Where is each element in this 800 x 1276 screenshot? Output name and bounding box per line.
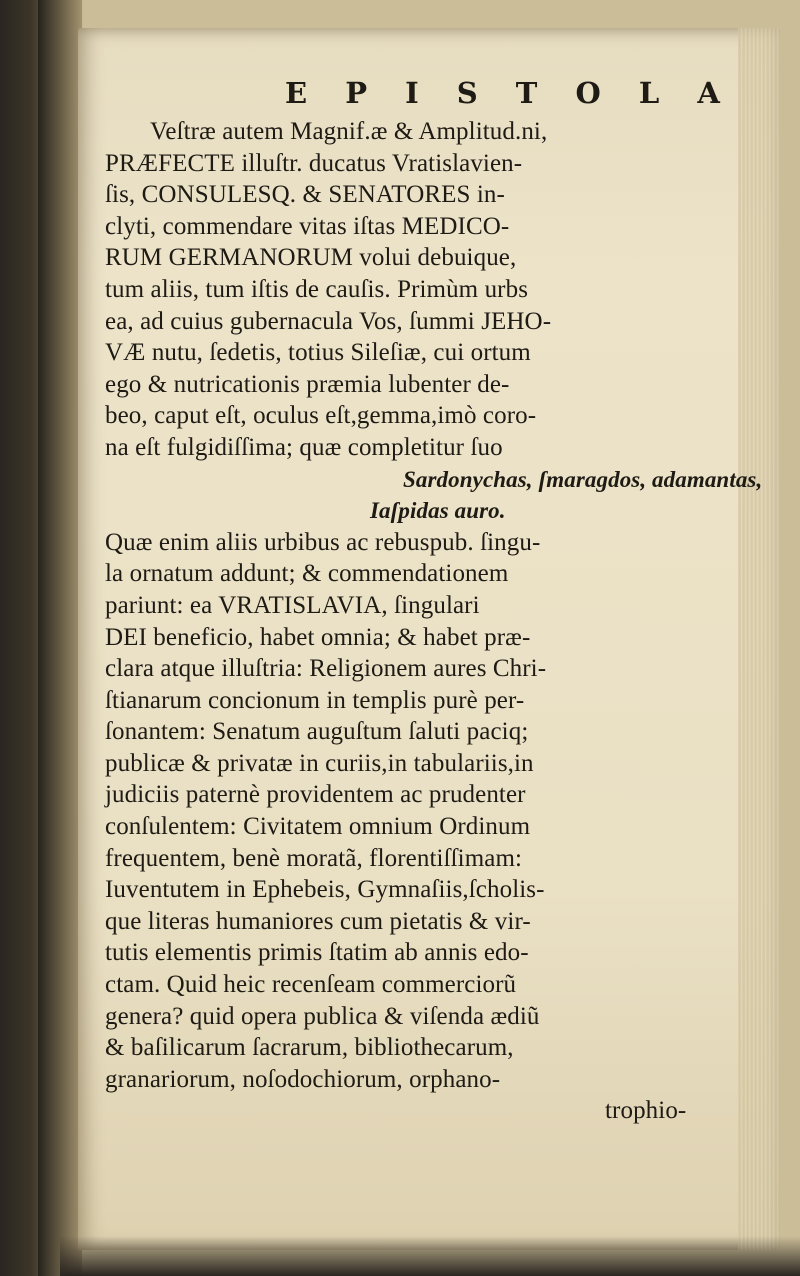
text-line: Quæ enim aliis urbibus ac rebuspub. ſingu- bbox=[105, 528, 541, 556]
text-line: ſonantem: Senatum auguſtum ſaluti paciq; bbox=[105, 718, 529, 746]
text-line: frequentem, benè moratã, florentiſſimam: bbox=[105, 844, 523, 872]
text-line-italic: Iaſpidas auro. bbox=[370, 498, 506, 524]
text-line: PRÆFECTE illuſtr. ducatus Vratislavien- bbox=[105, 149, 523, 177]
text-line: que literas humaniores cum pietatis & vir- bbox=[105, 907, 531, 935]
text-line: ea, ad cuius gubernacula Vos, ſummi JEHO- bbox=[105, 307, 552, 335]
page-heading: E P I S T O L A bbox=[285, 76, 734, 110]
text-line: VÆ nutu, ſedetis, totius Sileſiæ, cui ortum bbox=[105, 339, 531, 367]
text-line: tutis elementis primis ſtatim ab annis edo- bbox=[105, 939, 529, 967]
text-line: & baſilicarum ſacrarum, bibliothecarum, bbox=[105, 1034, 514, 1062]
page-bottom-shadow bbox=[60, 1236, 800, 1276]
text-line: conſulentem: Civitatem omnium Ordinum bbox=[105, 813, 531, 841]
text-line: genera? quid opera publica & viſenda ædiũ bbox=[105, 1002, 540, 1030]
text-line: judiciis paternè providentem ac prudenter bbox=[105, 781, 526, 809]
text-line: Iuventutem in Ephebeis, Gymnaſiis,ſcholis- bbox=[105, 876, 545, 904]
catchword: trophio- bbox=[605, 1097, 687, 1125]
page-edge-shadow bbox=[738, 28, 780, 1250]
text-line: Veſtræ autem Magnif.æ & Amplitud.ni, bbox=[150, 118, 548, 145]
book-binding bbox=[38, 0, 82, 1276]
text-line: beo, caput eſt, oculus eſt,gemma,imò coro- bbox=[105, 402, 537, 430]
text-line: clyti, commendare vitas iſtas MEDICO- bbox=[105, 212, 510, 240]
text-line: DEI beneficio, habet omnia; & habet præ- bbox=[105, 623, 531, 651]
text-line-italic: Sardonychas, ſmaragdos, adamantas, bbox=[403, 466, 763, 492]
text-line: ſtianarum concionum in templis purè per- bbox=[105, 686, 525, 714]
text-line: la ornatum addunt; & commendationem bbox=[105, 560, 509, 588]
text-line: na eſt fulgidiſſima; quæ completitur ſuo bbox=[105, 433, 503, 461]
text-line: ctam. Quid heic recenſeam commerciorũ bbox=[105, 971, 517, 999]
text-line: clara atque illuſtria: Religionem aures Chri- bbox=[105, 655, 547, 683]
text-line: tum aliis, tum iſtis de cauſis. Primùm urbs bbox=[105, 275, 529, 303]
text-line: RUM GERMANORUM volui debuique, bbox=[105, 244, 517, 272]
text-line: ego & nutricationis præmia lubenter de- bbox=[105, 370, 510, 398]
page-text bbox=[105, 76, 763, 1127]
text-line: granariorum, noſodochiorum, orphano- bbox=[105, 1065, 501, 1093]
text-line: publicæ & privatæ in curiis,in tabulariis,in bbox=[105, 749, 534, 777]
text-line: ſis, CONSULESQ. & SENATORES in- bbox=[105, 181, 505, 209]
text-line: pariunt: ea VRATISLAVIA, ſingulari bbox=[105, 591, 480, 619]
